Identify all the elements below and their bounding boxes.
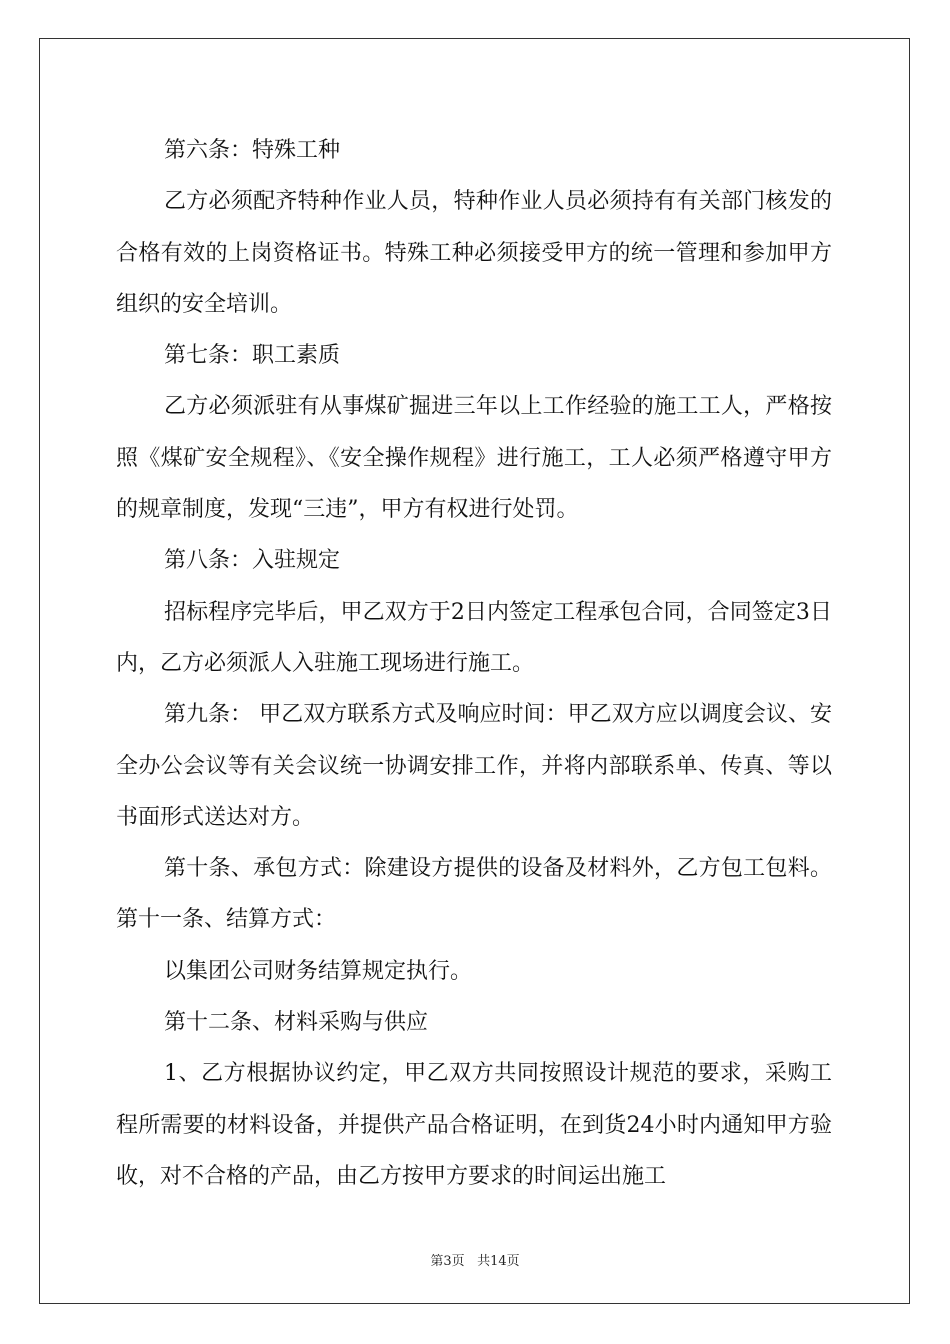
article-7-heading: 第七条：职工素质 <box>164 343 341 369</box>
article-8-heading: 第八条：入驻规定 <box>164 548 341 574</box>
article-9-paragraph: 第九条： 甲乙双方联系方式及响应时间：甲乙双方应以调度会议、安全办公会议等有关会议统一协调安排工作，并将内部联系单、传真、等以书面形式送达对方。 <box>116 702 832 830</box>
article-6-heading: 第六条：特殊工种 <box>164 138 341 163</box>
article-12-item-1: 1、乙方根据协议约定，甲乙双方共同按照设计规范的要求，采购工程所需要的材料设备，并提供产品合格证明，在到货24小时内通知甲方验收，对不合格的产品，由乙方按甲方要求的时间运出施工 <box>116 1061 832 1189</box>
document-body <box>116 125 832 1202</box>
article-8-body: 招标程序完毕后，甲乙双方于2日内签定工程承包合同，合同签定3日内，乙方必须派人入驻施工现场进行施工。 <box>116 599 832 676</box>
article-6-body: 乙方必须配齐特种作业人员，特种作业人员必须持有有关部门核发的合格有效的上岗资格证书。特殊工种必须接受甲方的统一管理和参加甲方组织的安全培训。 <box>116 189 832 317</box>
page-number: 第3页 <box>430 1254 465 1269</box>
article-10-11-paragraph: 第十条、承包方式：除建设方提供的设备及材料外，乙方包工包料。 第十一条、结算方式： <box>116 856 832 933</box>
article-12-heading: 第十二条、材料采购与供应 <box>164 1010 429 1036</box>
article-7-body: 乙方必须派驻有从事煤矿掘进三年以上工作经验的施工工人，严格按照《煤矿安全规程》、《安全操作规程》进行施工，工人必须严格遵守甲方的规章制度，发现“三违”，甲方有权进行处罚。 <box>116 394 832 523</box>
page-total: 共14页 <box>477 1254 520 1269</box>
article-11-body: 以集团公司财务结算规定执行。 <box>164 958 473 984</box>
page-footer <box>0 1250 950 1269</box>
